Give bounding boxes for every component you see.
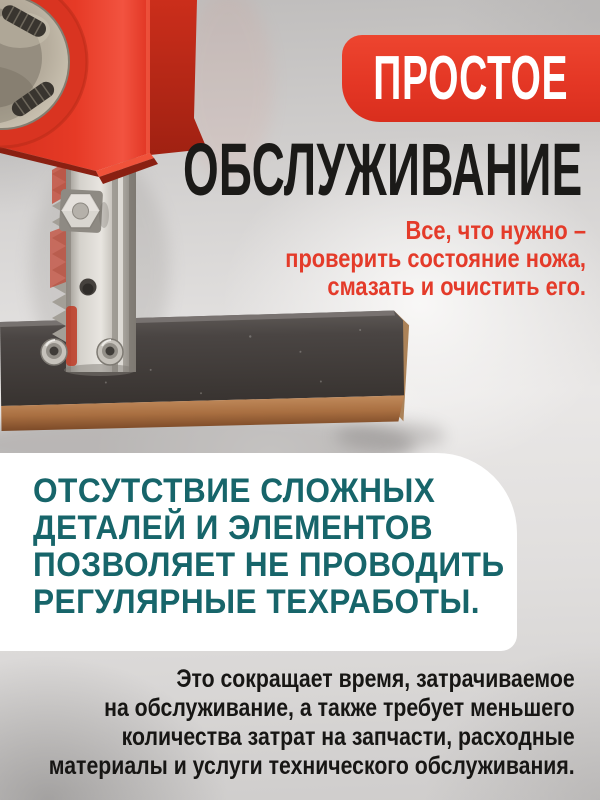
feature-line: ДЕТАЛЕЙ И ЭЛЕМЕНТОВ <box>33 509 434 547</box>
outro-text <box>0 665 575 781</box>
intro-line: смазать и очистить его. <box>327 271 586 301</box>
outro-line: количества затрат на запчасти, расходные <box>122 723 575 751</box>
fixing-screw-left <box>41 339 67 365</box>
outro-line: материалы и услуги технического обслуживания. <box>49 752 575 780</box>
intro-line: проверить состояние ножа, <box>285 243 586 273</box>
feature-card <box>0 453 517 651</box>
feature-line: ПОЗВОЛЯЕТ НЕ ПРОВОДИТЬ <box>33 546 505 584</box>
page-title-text: ОБСЛУЖИВАНИЕ <box>183 128 583 211</box>
page-title <box>0 128 583 211</box>
intro-text <box>228 216 586 300</box>
outro-line: Это сокращает время, затрачиваемое <box>176 665 575 693</box>
feature-line: ОТСУТСТВИЕ СЛОЖНЫХ <box>33 472 436 510</box>
banner-label: ПРОСТОЕ <box>373 43 569 113</box>
promo-banner <box>342 35 600 122</box>
feature-line: РЕГУЛЯРНЫЕ ТЕХРАБОТЫ. <box>33 583 481 621</box>
fixing-screw-right <box>97 339 123 365</box>
guide-hole-inner <box>83 284 94 295</box>
intro-line: Все, что нужно – <box>405 215 586 245</box>
outro-line: на обслуживание, а также требует меньшего <box>104 694 575 722</box>
steel-bar-photo <box>0 310 410 431</box>
